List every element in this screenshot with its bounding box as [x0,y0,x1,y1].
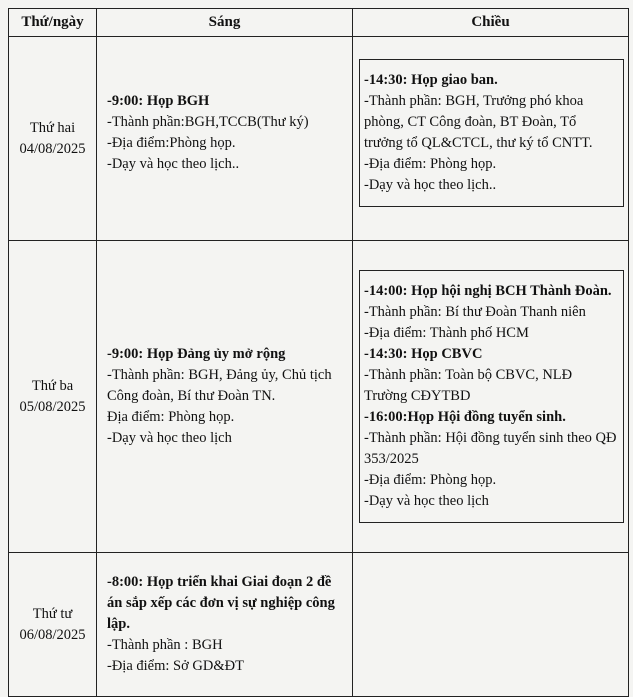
morning-agenda [103,334,348,459]
afternoon-cell [353,37,629,241]
agenda-line: -Địa điểm: Phòng họp. [364,155,497,172]
agenda-line: -Địa điểm: Phòng họp. [364,472,497,488]
table-row [9,37,629,241]
agenda-heading: -8:00: Họp triển khai Giai đoạn 2 đề án sắp xếp các đơn vị sự nghiệp công lập. [107,574,335,632]
agenda-line: -Thành phần: Hội đồng tuyển sinh theo QĐ 353/2025 [364,430,617,467]
agenda-line: -Dạy và học theo lịch.. [107,155,240,172]
agenda-heading: -14:30: Họp giao ban. [364,71,498,88]
agenda-heading: -16:00:Họp Hội đồng tuyển sinh. [364,409,566,425]
morning-agenda [103,562,348,687]
agenda-line: -Địa điểm: Sở GD&ĐT [107,658,244,674]
agenda-heading: -9:00: Họp Đảng ủy mở rộng [107,346,286,362]
day-cell [9,241,97,553]
agenda-heading: -14:30: Họp CBVC [364,346,483,362]
agenda-line: -Địa điểm: Thành phố HCM [364,325,529,341]
morning-cell [97,553,353,697]
agenda-line: -Thành phần : BGH [107,637,223,653]
agenda-line: Địa điểm: Phòng họp. [107,409,235,425]
weekday-label: Thứ tư [32,605,73,622]
agenda-line: -Thành phần:BGH,TCCB(Thư ký) [107,113,309,130]
day-cell [9,553,97,697]
agenda-line: -Thành phần: Bí thư Đoàn Thanh niên [364,304,586,320]
day-cell [9,37,97,241]
agenda-line: -Thành phần: Toàn bộ CBVC, NLĐ Trường CĐYTBD [364,367,573,404]
header-afternoon: Chiều [353,9,629,37]
afternoon-agenda [359,59,624,207]
agenda-heading: -9:00: Họp BGH [107,92,210,109]
agenda-line: -Thành phần: BGH, Đảng ủy, Chủ tịch Công đoàn, Bí thư Đoàn TN. [107,367,332,404]
weekday-label: Thứ ba [31,377,74,394]
agenda-line: -Thành phần: BGH, Trưởng phó khoa phòng, CT Công đoàn, BT Đoàn, Tổ trưởng tổ QL&CTCL, thư ký tổ CNTT. [364,92,593,151]
header-day: Thứ/ngày [9,9,97,37]
morning-cell [97,37,353,241]
header-morning: Sáng [97,9,353,37]
agenda-line: -Địa điểm:Phòng họp. [107,134,236,151]
table-row [9,241,629,553]
morning-cell [97,241,353,553]
weekly-schedule-table [8,8,629,697]
date-label: 04/08/2025 [19,140,86,157]
weekday-label: Thứ hai [29,119,76,136]
afternoon-cell [353,553,629,697]
table-row [9,553,629,697]
agenda-line: -Dạy và học theo lịch.. [364,176,497,193]
date-label: 05/08/2025 [19,398,86,415]
date-label: 06/08/2025 [19,626,86,643]
agenda-heading: -14:00: Họp hội nghị BCH Thành Đoàn. [364,283,612,299]
agenda-line: -Dạy và học theo lịch [364,493,489,509]
afternoon-cell [353,241,629,553]
morning-agenda [103,81,348,185]
table-header-row [9,9,629,37]
agenda-line: -Dạy và học theo lịch [107,430,232,446]
afternoon-agenda [359,270,624,523]
